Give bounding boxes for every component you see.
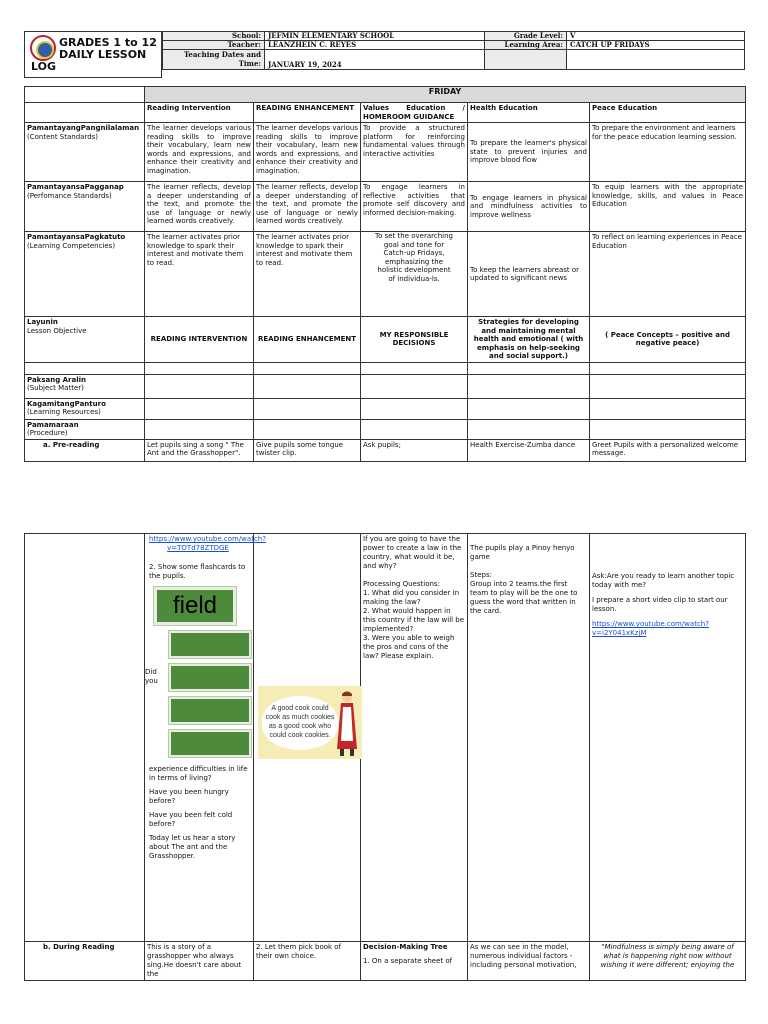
- row-label-sub: (Learning Resources): [27, 408, 101, 416]
- step-text: 2. Show some flashcards to the pupils.: [149, 563, 246, 580]
- empty-cell: [145, 374, 254, 398]
- video-link[interactable]: https://www.youtube.com/watch?v=i2Y041xKzjM: [592, 620, 709, 637]
- empty-cell: [254, 398, 361, 419]
- grade-value: V: [567, 32, 745, 41]
- area-label: Learning Area:: [485, 41, 567, 50]
- cook-figure-icon: [334, 689, 360, 757]
- column-header: Peace Education: [590, 103, 746, 123]
- row-label-objective: [25, 317, 145, 363]
- cell-reading-activities: [145, 534, 266, 942]
- school-value: JEFMIN ELEMENTARY SCHOOL: [265, 32, 485, 41]
- empty-cell: [590, 362, 746, 374]
- row-label-main: PamantayansaPagganap: [27, 183, 124, 191]
- processing-q2: 2. What would happen in this country if the law will be implemented?: [363, 607, 465, 633]
- cell: The learner reflects, develop a deeper understanding of the text, and promote the use of language or newly learned words creatively.: [145, 182, 254, 232]
- cell: To prepare the learner's physical state to prevent injuries and improve blood flow: [468, 123, 590, 182]
- ask-text: Ask:Are you ready to learn another topic today with me?: [592, 572, 735, 589]
- cell: The learner develops various reading skills to improve their vocabulary, learn new words and expressions, and enhance their creativity and imagination.: [145, 123, 254, 182]
- logo-box: [24, 31, 162, 78]
- empty-cell: [25, 103, 145, 123]
- flashcard-blank: [169, 697, 251, 724]
- tongue-twister-image: [258, 686, 362, 759]
- cell: MY RESPONSIBLE DECISIONS: [361, 317, 468, 363]
- cell: Strategies for developing and maintaining mental health and emotional ( with emphasis on help-seeking and social support.): [468, 317, 590, 363]
- empty-cell: [361, 362, 468, 374]
- title-line2: DAILY LESSON: [59, 48, 147, 61]
- flashcard-blank: [169, 664, 251, 691]
- cell: The learner activates prior knowledge to spark their interest and motivate them to read.: [145, 232, 254, 317]
- steps-text: Group into 2 teams.the first team to play will be the one to guess the word that written in the card.: [470, 580, 578, 615]
- empty-cell: [468, 398, 590, 419]
- dates-value: JANUARY 19, 2024: [265, 50, 485, 70]
- teacher-label: Teacher:: [163, 41, 265, 50]
- empty-cell: [590, 419, 746, 439]
- flashcard-blank: [169, 631, 251, 658]
- empty-cell: [361, 374, 468, 398]
- video-link[interactable]: https://www.youtube.com/watch?v=TOTd78ZTDGE: [149, 535, 266, 552]
- question-text: experience difficulties in life in terms of living?: [149, 765, 248, 782]
- cell: This is a story of a grasshopper who always sing.He doesn't care about the: [145, 942, 254, 981]
- cell: "Mindfulness is simply being aware of what is happening right now without wishing it were different; enjoying the: [590, 942, 746, 981]
- empty-cell: [468, 362, 590, 374]
- grade-label: Grade Level:: [485, 32, 567, 41]
- question-text: Have you been hungry before?: [149, 788, 229, 805]
- lesson-grid: [24, 86, 746, 462]
- cell: READING INTERVENTION: [145, 317, 254, 363]
- cell: To keep the learners abreast or updated to significant news: [468, 232, 590, 317]
- empty-corner-cell: [25, 87, 145, 103]
- game-text: The pupils play a Pinoy henyo game: [470, 544, 575, 561]
- cell: Let pupils sing a song " The Ant and the Grasshopper".: [145, 439, 254, 461]
- steps-title: Steps:: [470, 571, 492, 579]
- row-label-sub: Lesson Objective: [27, 326, 87, 335]
- row-label-sub: (Learning Competencies): [27, 241, 116, 250]
- row-label-subject: [25, 374, 145, 398]
- cell: The learner develops various reading skills to improve their vocabulary, learn new words and expressions, and enhance their creativity and imagination.: [254, 123, 361, 182]
- dates-label: Teaching Dates and Time:: [163, 50, 265, 70]
- flashcard: field: [154, 587, 236, 625]
- question-text: Have you been felt cold before?: [149, 811, 233, 828]
- tongue-twister-text: A good cook could cook as much cookies as a good cook who could cook cookies.: [262, 696, 338, 750]
- row-label-during: b. During Reading: [25, 942, 145, 981]
- lesson-grid-page2: [24, 533, 746, 981]
- empty-cell: [361, 398, 468, 419]
- empty-cell: [254, 419, 361, 439]
- cell: The learner activates prior knowledge to spark their interest and motivate them to read.: [254, 232, 361, 317]
- processing-q1: 1. What did you consider in making the law?: [363, 589, 460, 606]
- row-label-performance: [25, 182, 145, 232]
- cell: To reflect on learning experiences in Peace Education: [590, 232, 746, 317]
- column-header: Reading Intervention: [145, 103, 254, 123]
- question-text: Today let us hear a story about The ant and the Grasshopper.: [149, 834, 236, 860]
- you-text: you: [145, 677, 158, 685]
- column-header: READING ENHANCEMENT: [254, 103, 361, 123]
- cell: To provide a structured platform for reinforcing fundamental values through interactive activities: [361, 123, 468, 182]
- flashcard-blank: [169, 730, 251, 757]
- empty-header-cell: [485, 50, 567, 70]
- law-question: If you are going to have the power to create a law in the country, what would it be, and why?: [363, 535, 462, 570]
- cell-peace: [590, 534, 746, 942]
- empty-cell: [254, 374, 361, 398]
- row-label-sub: (Perfomance Standards): [27, 191, 112, 200]
- cell: Health Exercise-Zumba dance: [468, 439, 590, 461]
- processing-q3: 3. Were you able to weigh the pros and cons of the law? Please explain.: [363, 634, 455, 660]
- day-header: FRIDAY: [145, 87, 746, 103]
- empty-cell: [25, 362, 145, 374]
- area-value: CATCH UP FRIDAYS: [567, 41, 745, 50]
- header-info-table: [162, 31, 745, 70]
- row-label-main: KagamitangPanturo: [27, 399, 106, 408]
- cell: To set the overarching goal and tone for Catch-up Fridays, emphasizing the holistic development of individua-ls.: [361, 232, 468, 317]
- row-label-main: Pamamaraan: [27, 420, 79, 429]
- empty-cell: [25, 534, 145, 942]
- cell: The learner reflects, develop a deeper understanding of the text, and promote the use of language or newly learned words creatively.: [254, 182, 361, 232]
- row-label-resources: [25, 398, 145, 419]
- decision-tree-text: 1. On a separate sheet of: [363, 957, 453, 965]
- empty-cell: [468, 419, 590, 439]
- prepare-text: I prepare a short video clip to start our lesson.: [592, 596, 728, 613]
- empty-cell: [145, 419, 254, 439]
- row-label-main: PamantayansaPagkatuto: [27, 233, 126, 241]
- row-label-procedure: [25, 419, 145, 439]
- empty-cell: [590, 398, 746, 419]
- decision-tree-title: Decision-Making Tree: [363, 943, 448, 951]
- empty-cell: [468, 374, 590, 398]
- cell: As we can see in the model, numerous individual factors - including personal motivation,: [468, 942, 590, 981]
- teacher-value: LEANZHEIN C. REYES: [265, 41, 485, 50]
- title-line1: GRADES 1 to 12: [59, 36, 157, 49]
- row-label-main: Paksang Aralin: [27, 375, 87, 384]
- cell: To engage learners in physical and mindfulness activities to improve wellness: [468, 182, 590, 232]
- row-label-sub: (Procedure): [27, 429, 68, 437]
- did-text: Did: [145, 668, 157, 676]
- cell: ( Peace Concepts – positive and negative peace): [590, 317, 746, 363]
- school-label: School:: [163, 32, 265, 41]
- empty-cell: [254, 362, 361, 374]
- cell-health: [468, 534, 590, 942]
- column-header: Health Education: [468, 103, 590, 123]
- cell: To engage learners in reflective activities that promote self discovery and informed decision-making.: [361, 182, 468, 232]
- processing-title: Processing Questions:: [363, 580, 440, 588]
- row-label-content: [25, 123, 145, 182]
- row-label-sub: (Subject Matter): [27, 384, 84, 392]
- empty-cell: [590, 374, 746, 398]
- cell: Greet Pupils with a personalized welcome message.: [590, 439, 746, 461]
- cell: [361, 942, 468, 981]
- cell: To prepare the environment and learners for the peace education learning session.: [590, 123, 746, 182]
- cell: Ask pupils;: [361, 439, 468, 461]
- cell: READING ENHANCEMENT: [254, 317, 361, 363]
- row-label-prereading: a. Pre-reading: [25, 439, 145, 461]
- empty-cell: [145, 362, 254, 374]
- cell-values: [361, 534, 468, 942]
- cell: Give pupils some tongue twister clip.: [254, 439, 361, 461]
- title-line3: LOG: [31, 60, 56, 73]
- cell: 2. Let them pick book of their own choice.: [254, 942, 361, 981]
- column-header: Values Education / HOMEROOM GUIDANCE: [361, 103, 468, 123]
- deped-seal-icon: [30, 35, 56, 61]
- cell: To equip learners with the appropriate knowledge, skills, and values in Peace Education: [590, 182, 746, 232]
- row-label-main: Layunin: [27, 318, 58, 326]
- empty-cell: [361, 419, 468, 439]
- row-label-competencies: [25, 232, 145, 317]
- row-label-main: PamantayangPangnilalaman: [27, 124, 140, 132]
- row-label-sub: (Content Standards): [27, 132, 99, 141]
- empty-header-cell: [567, 50, 745, 70]
- empty-cell: [145, 398, 254, 419]
